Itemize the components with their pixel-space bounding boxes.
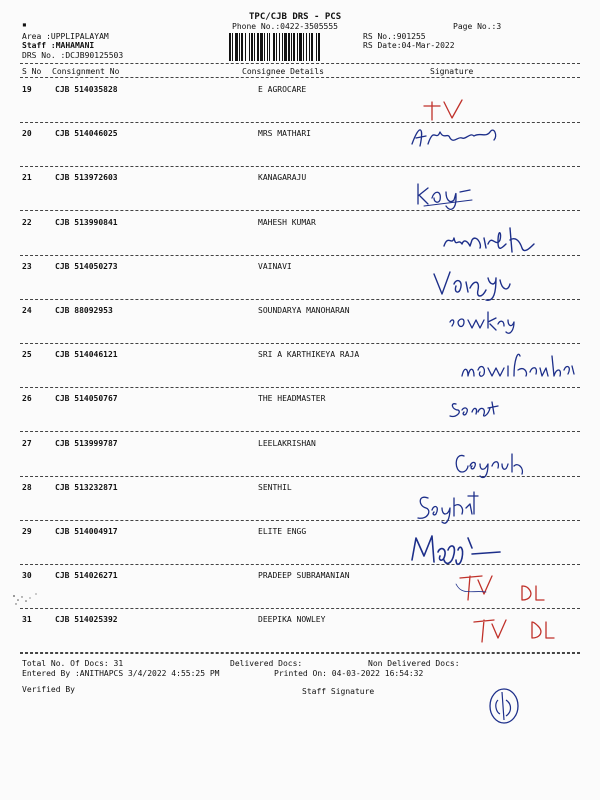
barcode-bar — [249, 33, 250, 61]
row-consignment-number: CJB 88092953 — [55, 306, 113, 315]
barcode-bar — [311, 33, 313, 61]
row-serial-number: 19 — [22, 85, 32, 94]
row-serial-number: 26 — [22, 394, 32, 403]
row-consignee-name: SOUNDARYA MANOHARAN — [258, 306, 350, 315]
row-serial-number: 21 — [22, 173, 32, 182]
row-consignee-name: MRS MATHARI — [258, 129, 311, 138]
row-serial-number: 24 — [22, 306, 32, 315]
barcode-bar — [245, 33, 246, 61]
staff-signature-mark — [486, 686, 522, 726]
row-serial-number: 29 — [22, 527, 32, 536]
barcode-bar — [309, 33, 310, 61]
staff-signature-label: Staff Signature — [302, 687, 375, 696]
row-consignee-name: LEELAKRISHAN — [258, 439, 316, 448]
row-consignment-number: CJB 514050767 — [55, 394, 118, 403]
drs-number: DRS No. :DCJB90125503 — [22, 51, 124, 60]
barcode-bar — [241, 33, 243, 61]
barcode-bar — [260, 33, 263, 61]
verified-by: Verified By — [22, 685, 75, 694]
barcode-bar — [267, 33, 268, 61]
barcode-bar — [291, 33, 292, 61]
signature-row-24 — [446, 308, 526, 336]
row-divider — [20, 431, 580, 432]
barcode-bar — [229, 33, 231, 61]
barcode-bar — [297, 33, 298, 61]
signature-row-29 — [408, 530, 508, 570]
signature-row-25 — [458, 346, 586, 386]
row-serial-number: 22 — [22, 218, 32, 227]
row-consignment-number: CJB 513999787 — [55, 439, 118, 448]
barcode-bar — [318, 33, 320, 61]
column-header-sno: S No — [22, 67, 42, 76]
staff-label: Staff :MAHAMANI — [22, 41, 95, 50]
row-consignment-number: CJB 514050273 — [55, 262, 118, 271]
barcode-bar — [279, 33, 280, 61]
row-consignment-number: CJB 514046025 — [55, 129, 118, 138]
row-consignment-number: CJB 514035828 — [55, 85, 118, 94]
row-serial-number: 20 — [22, 129, 32, 138]
row-serial-number: 25 — [22, 350, 32, 359]
signature-row-19 — [410, 92, 530, 162]
row-consignee-name: SRI A KARTHIKEYA RAJA — [258, 350, 360, 359]
total-docs: Total No. Of Docs: 31 — [22, 659, 124, 668]
signature-row-21 — [412, 176, 502, 210]
row-divider — [20, 210, 580, 211]
row-consignee-name: THE HEADMASTER — [258, 394, 326, 403]
row-consignment-number: CJB 513972603 — [55, 173, 118, 182]
barcode-bar — [293, 33, 295, 61]
barcode-bar — [288, 33, 290, 61]
barcode-bar — [273, 33, 275, 61]
signature-row-26 — [448, 396, 508, 420]
row-consignment-number: CJB 514026271 — [55, 571, 118, 580]
row-serial-number: 30 — [22, 571, 32, 580]
row-consignee-name: E AGROCARE — [258, 85, 307, 94]
signature-row-23 — [430, 262, 520, 302]
row-divider — [20, 520, 580, 521]
delivered-docs: Delivered Docs: — [230, 659, 303, 668]
signature-row-31 — [470, 612, 570, 646]
signature-row-22 — [440, 218, 560, 262]
barcode-bar — [299, 33, 302, 61]
row-consignee-name: DEEPIKA NOWLEY — [258, 615, 326, 624]
row-consignment-number: CJB 514004917 — [55, 527, 118, 536]
row-consignee-name: KANAGARAJU — [258, 173, 307, 182]
row-consignee-name: MAHESH KUMAR — [258, 218, 316, 227]
barcode-bar — [264, 33, 265, 61]
barcode-bar — [284, 33, 287, 61]
footer-divider — [20, 653, 580, 654]
row-consignee-name: PRADEEP SUBRAMANIAN — [258, 571, 350, 580]
column-header-consignee: Consignee Details — [242, 67, 324, 76]
row-serial-number: 27 — [22, 439, 32, 448]
barcode-bar — [251, 33, 253, 61]
barcode-bar — [276, 33, 277, 61]
row-consignment-number: CJB 514025392 — [55, 615, 118, 624]
row-consignee-name: VAINAVI — [258, 262, 292, 271]
row-consignment-number: CJB 513232871 — [55, 483, 118, 492]
barcode-bar — [239, 33, 240, 61]
row-consignment-number: CJB 513990841 — [55, 218, 118, 227]
barcode-bar — [282, 33, 283, 61]
column-header-signature: Signature — [430, 67, 474, 76]
signature-row-27 — [452, 446, 532, 482]
header-divider-top — [20, 63, 580, 64]
row-consignee-name: SENTHIL — [258, 483, 292, 492]
barcode-bar — [254, 33, 255, 61]
row-divider — [20, 387, 580, 388]
row-consignee-name: ELITE ENGG — [258, 527, 307, 536]
barcode-image — [229, 33, 357, 61]
document-title: TPC/CJB DRS - PCS — [249, 12, 342, 22]
barcode-bar — [316, 33, 317, 61]
row-serial-number: 28 — [22, 483, 32, 492]
barcode-bar — [269, 33, 270, 61]
rs-number: RS No.:901255 — [363, 32, 426, 41]
entered-by: Entered By :ANITHAPCS 3/4/2022 4:55:25 PM — [22, 669, 220, 678]
non-delivered-docs: Non Delivered Docs: — [368, 659, 460, 668]
row-divider — [20, 608, 580, 609]
area-label: Area :UPPLIPALAYAM — [22, 32, 109, 41]
row-consignment-number: CJB 514046121 — [55, 350, 118, 359]
signature-row-30 — [452, 572, 562, 606]
barcode-bar — [303, 33, 304, 61]
scan-speckle — [8, 586, 48, 610]
rs-date: RS Date:04-Mar-2022 — [363, 41, 455, 50]
row-divider — [20, 343, 580, 344]
row-divider — [20, 166, 580, 167]
row-serial-number: 23 — [22, 262, 32, 271]
row-serial-number: 31 — [22, 615, 32, 624]
printed-on: Printed On: 04-03-2022 16:54:32 — [274, 669, 424, 678]
barcode-bar — [235, 33, 238, 61]
page-number: Page No.:3 — [453, 22, 502, 31]
header-divider-bottom — [20, 77, 580, 78]
column-header-consignment: Consignment No — [52, 67, 120, 76]
barcode-bar — [306, 33, 307, 61]
phone-number: Phone No.:0422-3505555 — [232, 22, 338, 31]
barcode-bar — [232, 33, 233, 61]
barcode-bar — [257, 33, 259, 61]
signature-row-28 — [414, 490, 494, 526]
corner-mark: ▪ — [22, 20, 27, 29]
